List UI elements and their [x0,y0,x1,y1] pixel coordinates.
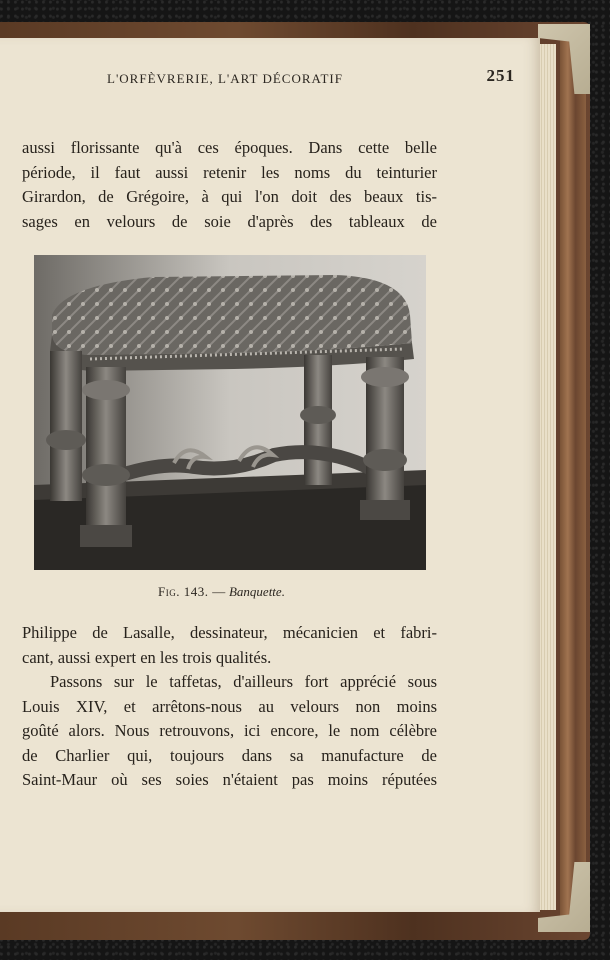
text-line: de Charlier qui, toujours dans sa manufacture de [22,745,437,765]
text-line: Saint-Maur où ses soies n'étaient pas moins réputées [22,770,437,789]
paragraph-bottom [22,621,437,793]
text-line: aussi florissante qu'à ces époques. Dans cette belle [22,138,437,157]
book-cover-edge [560,40,586,920]
text-line: goûté alors. Nous retrouvons, ici encore, le nom célèbre [22,721,437,740]
paragraph-top [22,136,437,234]
text-line: Louis XIV, et arrêtons-nous au velours non moins [22,696,437,716]
text-line: Girardon, de Grégoire, à qui l'on doit des beaux tis- [22,187,437,206]
running-head-title: L'ORFÈVRERIE, L'ART DÉCORATIF [107,71,343,86]
figure-label: Fig. 143. — [158,584,226,599]
text-line: Passons sur le taffetas, d'ailleurs fort apprécié sous [50,672,437,691]
running-head [95,66,515,90]
figure-caption [158,584,285,600]
text-line: sages en velours de soie d'après des tableaux de [22,211,437,231]
text-line: Philippe de Lasalle, dessinateur, mécanicien et fabri- [22,623,437,642]
figure-title: Banquette. [228,584,285,599]
page-number: 251 [486,66,515,85]
text-line: cant, aussi expert en les trois qualités. [22,647,272,667]
banquette-illustration [34,255,426,570]
text-line: période, il faut aussi retenir les noms du teinturier [22,162,437,182]
